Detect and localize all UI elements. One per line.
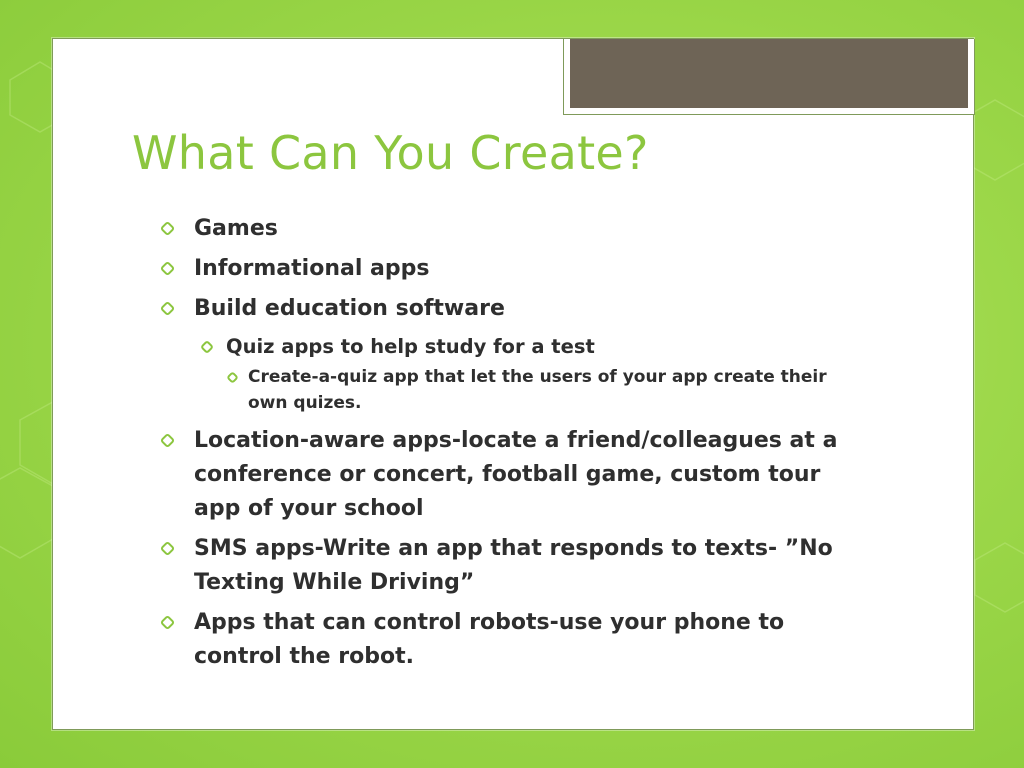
diamond-bullet-icon: [160, 221, 176, 237]
slide-title: What Can You Create?: [132, 126, 649, 180]
diamond-bullet-icon: [160, 433, 176, 449]
bullet-item: [162, 532, 862, 600]
sub-bullet-item: [162, 332, 862, 362]
diamond-bullet-icon: [200, 340, 214, 354]
bullet-text: Location-aware apps-locate a friend/colleagues at a conference or concert, football game, custom tour app of your school: [194, 428, 838, 521]
bullet-text: Informational apps: [194, 256, 430, 281]
diamond-bullet-icon: [160, 301, 176, 317]
bullet-item: [162, 212, 862, 246]
diamond-bullet-icon: [160, 261, 176, 277]
sub-bullet-text: Quiz apps to help study for a test: [226, 335, 595, 358]
bullet-item: [162, 606, 862, 674]
header-decoration-frame: [563, 39, 975, 115]
sub-sub-bullet-item: [162, 364, 862, 416]
bullet-text: SMS apps-Write an app that responds to texts- ”No Texting While Driving”: [194, 536, 833, 595]
diamond-bullet-icon: [160, 615, 176, 631]
bullet-list: [162, 212, 862, 680]
bullet-item: [162, 252, 862, 286]
diamond-bullet-icon: [160, 541, 176, 557]
bullet-item: [162, 292, 862, 326]
bullet-text: Build education software: [194, 296, 505, 321]
sub-sub-bullet-text: Create-a-quiz app that let the users of your app create their own quizes.: [248, 367, 827, 413]
diamond-bullet-icon: [226, 371, 239, 384]
bullet-text: Apps that can control robots-use your phone to control the robot.: [194, 610, 785, 669]
bullet-text: Games: [194, 216, 278, 241]
bullet-item: [162, 424, 862, 526]
header-decoration-box: [570, 39, 968, 108]
